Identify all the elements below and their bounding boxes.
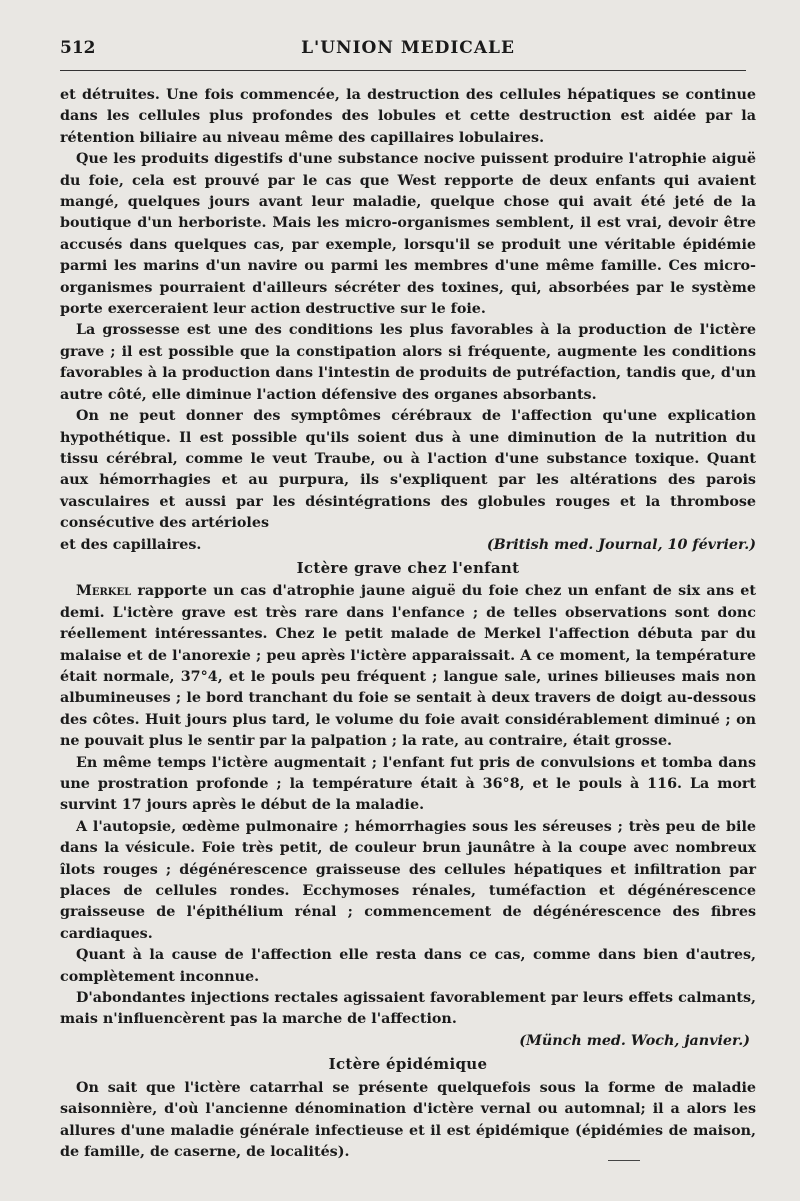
section2-paragraph-1: On sait que l'ictère catarrhal se présente quelquefois sous la forme de maladie saisonnière, d'où l'ancienne dénomination d'ictère vernal ou automnal; il a alors les allures d'une maladie générale infectieuse et il est épidémique (épidémies de maison, de famille, de caserne, de localités). xyxy=(60,1079,756,1160)
section1-paragraph-5: D'abondantes injections rectales agissaient favorablement par leurs effets calmants, mais n'influencèrent pas la marche de l'affection. xyxy=(60,990,756,1028)
section1-paragraph-1-text: rapporte un cas d'atrophie jaune aiguë du foie chez un enfant de six ans et demi. L'ictère grave est très rare dans l'enfance ; de telles observations sont donc réellement intéressantes. Chez le petit malade de Merkel l'affection débuta par du malaise et de l'anorexie ; peu après l'ictère apparaissait. A ce moment, la température était normale, 37°4, et le pouls peu fréquent ; langue sale, urines bilieuses mais non albumineuses ; le bord tranchant du foie se sentait à deux travers de doigt au-dessous des côtes. Huit jours plus tard, le volume du foie avait considérablement diminué ; on ne pouvait plus le sentir par la palpation ; la rate, au contraire, était grosse. xyxy=(60,583,756,750)
running-head xyxy=(60,34,756,60)
section1-paragraph-1 xyxy=(60,581,756,752)
journal-title: L'UNION MEDICALE xyxy=(301,38,515,58)
intro-paragraph-2: Que les produits digestifs d'une substance nocive puissent produire l'atrophie aiguë du foie, cela est prouvé par le cas que West repporte de deux enfants qui avaient mangé, quelques jours avant leur maladie, quelque chose qui avait été jeté de la boutique d'un herboriste. Mais les micro-organismes semblent, il est vrai, devoir être accusés dans quelques cas, par exemple, lorsqu'il se produit une véritable épidémie parmi les marins d'un navire ou parmi les membres d'une même famille. Ces micro-organismes pourraient d'ailleurs sécréter des toxines, qui, absorbées par le système porte exerceraient leur action destructive sur le foie. xyxy=(60,151,756,318)
section1-source-citation: (Münch med. Woch, janvier.) xyxy=(519,1032,750,1049)
page-number: 512 xyxy=(60,38,96,58)
intro-paragraph-1: et détruites. Une fois commencée, la destruction des cellules hépatiques se continue dans les cellules plus profondes des lobules et cette destruction est aidée par la rétention biliaire au niveau même des capillaires lobulaires. xyxy=(60,87,756,146)
header-rule xyxy=(60,70,746,71)
section1-source-line xyxy=(60,1031,756,1052)
intro-closing-line xyxy=(60,535,756,556)
intro-paragraph-3: La grossesse est une des conditions les plus favorables à la production de l'ictère grave ; il est possible que la constipation alors si fréquente, augmente les conditions favorables à la production dans l'intestin de produits de putréfaction, tandis que, d'un autre côté, elle diminue l'action défensive des organes absorbants. xyxy=(60,322,756,403)
intro-source-citation: (British med. Journal, 10 février.) xyxy=(486,536,756,553)
intro-paragraph-4: On ne peut donner des symptômes cérébraux de l'affection qu'une explication hypothétique. Il est possible qu'ils soient dus à une diminution de la nutrition du tissu cérébral, comme le veut Traube, ou à l'action d'une substance toxique. Quant aux hémorrhagies et au purpura, ils s'expliquent par les altérations des parois vasculaires et aussi par les désintégrations des globules rouges et la thrombose consécutive des artérioles xyxy=(60,408,756,532)
intro-closing-text: et des capillaires. xyxy=(60,536,202,553)
section1-paragraph-2: En même temps l'ictère augmentait ; l'enfant fut pris de convulsions et tomba dans une prostration profonde ; la température était à 36°8, et le pouls à 116. La mort survint 17 jours après le début de la maladie. xyxy=(60,754,756,814)
footer-rule xyxy=(608,1160,640,1161)
section1-paragraph-4: Quant à la cause de l'affection elle resta dans ce cas, comme dans bien d'autres, complètement inconnue. xyxy=(60,947,756,985)
section1-paragraph-3: A l'autopsie, œdème pulmonaire ; hémorrhagies sous les séreuses ; très peu de bile dans la vésicule. Foie très petit, de couleur brun jaunâtre à la coupe avec nombreux îlots rouges ; dégénérescence graisseuse des cellules hépatiques et infiltration par places de cellules rondes. Ecchymoses rénales, tuméfaction et dégénérescence graisseuse de l'épithélium rénal ; commencement de dégénérescence des fibres cardiaques. xyxy=(60,818,756,942)
section-heading-enfant: Ictère grave chez l'enfant xyxy=(296,558,520,577)
author-name: Merkel xyxy=(76,583,132,600)
section-heading-epidemique: Ictère épidémique xyxy=(328,1055,488,1074)
article-body xyxy=(60,85,756,1163)
